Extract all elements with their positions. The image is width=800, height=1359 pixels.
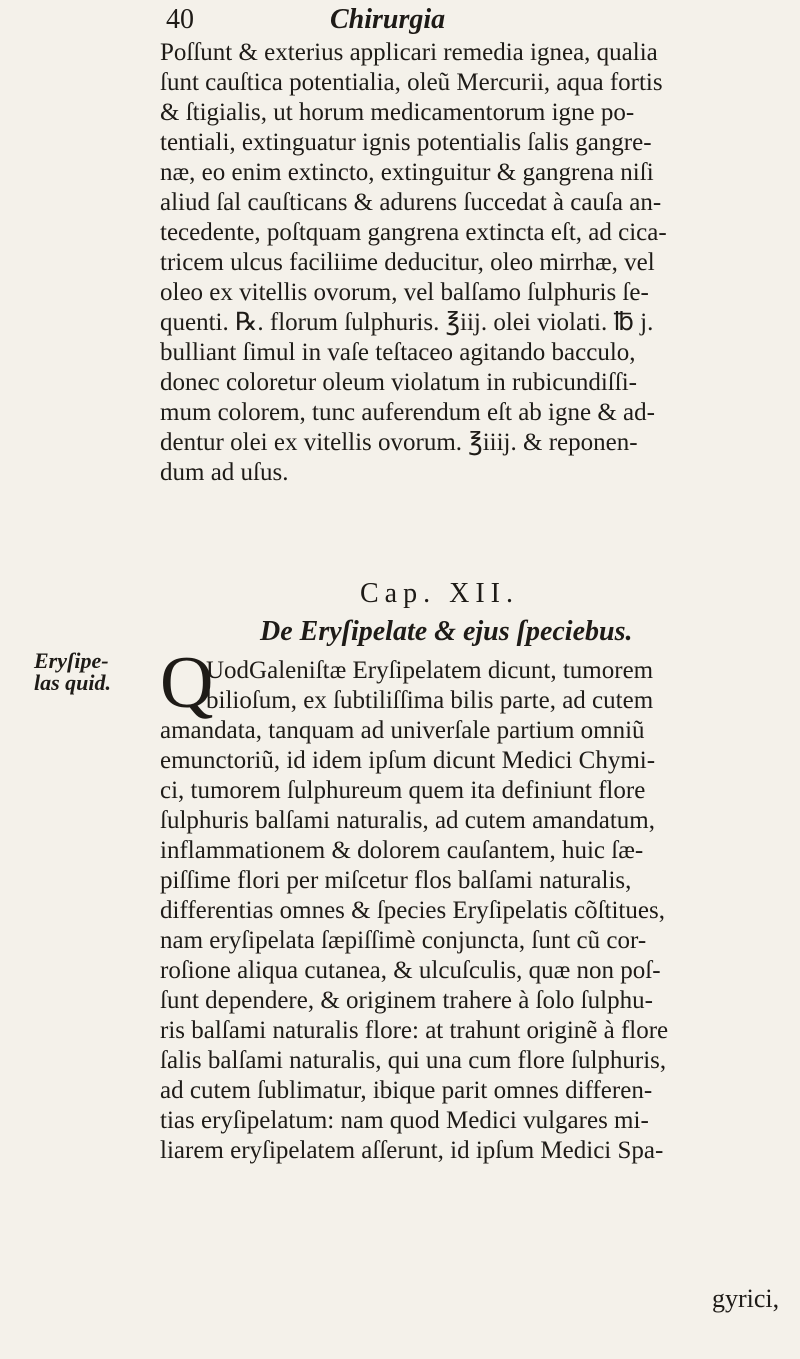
text-line: aliud ſal cauſticans & adurens ſuccedat à cauſa an- bbox=[160, 189, 662, 216]
chapter-number: Cap. XII. bbox=[360, 578, 519, 609]
text-line: roſione aliqua cutanea, & ulcuſculis, quæ non poſ- bbox=[160, 957, 661, 984]
text-line: quenti. ℞. florum ſulphuris. ℥iij. olei violati. ℔ j. bbox=[160, 309, 654, 336]
text-line: ris balſami naturalis flore: at trahunt originẽ à flore bbox=[160, 1017, 669, 1044]
text-line: inflammationem & dolorem cauſantem, huic ſæ- bbox=[160, 837, 644, 864]
paragraph-remedies bbox=[160, 38, 790, 488]
text-line: differentias omnes & ſpecies Eryſipelatis cõſtitues, bbox=[160, 897, 665, 924]
text-line: bilioſum, ex ſubtiliſſima bilis parte, ad cutem bbox=[206, 687, 654, 714]
text-line: ad cutem ſublimatur, ibique parit omnes differen- bbox=[160, 1077, 653, 1104]
text-line: nam eryſipelata ſæpiſſimè conjuncta, ſunt cũ cor- bbox=[160, 927, 647, 954]
text-line: Poſſunt & exterius applicari remedia ignea, qualia bbox=[160, 39, 658, 66]
running-title: Chirurgia bbox=[330, 4, 446, 35]
text-line: tentiali, extinguatur ignis potentialis ſalis gangre- bbox=[160, 129, 652, 156]
margin-note-line: las quid. bbox=[34, 670, 112, 695]
text-line: ſunt dependere, & originem trahere à ſolo ſulphu- bbox=[160, 987, 653, 1014]
paragraph-erysipelas bbox=[160, 656, 790, 1166]
text-line: emunctoriũ, id idem ipſum dicunt Medici Chymi- bbox=[160, 747, 656, 774]
chapter-title: De Eryſipelate & ejus ſpeciebus. bbox=[260, 616, 633, 647]
page-header bbox=[150, 4, 790, 38]
text-line: liarem eryſipelatem aſſerunt, id ipſum Medici Spa- bbox=[160, 1137, 664, 1164]
text-line: ſalis balſami naturalis, qui una cum flore ſulphuris, bbox=[160, 1047, 667, 1074]
drop-cap: Q bbox=[160, 642, 214, 724]
text-line: tricem ulcus faciliime deducitur, oleo mirrhæ, vel bbox=[160, 249, 655, 276]
text-line: næ, eo enim extincto, extinguitur & gangrena niſi bbox=[160, 159, 654, 186]
text-line: mum colorem, tunc auferendum eſt ab igne & ad- bbox=[160, 399, 655, 426]
margin-note-line: Eryſipe- bbox=[34, 648, 109, 673]
text-line: & ſtigialis, ut horum medicamentorum igne po- bbox=[160, 99, 635, 126]
text-line: dum ad uſus. bbox=[160, 459, 289, 486]
margin-note bbox=[34, 650, 111, 694]
text-line: tecedente, poſtquam gangrena extincta eſt, ad cica- bbox=[160, 219, 667, 246]
text-line: ſunt cauſtica potentialia, oleũ Mercurii, aqua fortis bbox=[160, 69, 663, 96]
text-line: oleo ex vitellis ovorum, vel balſamo ſulphuris ſe- bbox=[160, 279, 649, 306]
text-line: ſulphuris balſami naturalis, ad cutem amandatum, bbox=[160, 807, 656, 834]
text-line: UodGaleniſtæ Eryſipelatem dicunt, tumorem bbox=[206, 657, 654, 684]
text-line: amandata, tanquam ad univerſale partium omniũ bbox=[160, 717, 645, 744]
text-line: piſſime flori per miſcetur flos balſami naturalis, bbox=[160, 867, 632, 894]
text-line: tias eryſipelatum: nam quod Medici vulgares mi- bbox=[160, 1107, 649, 1134]
page-number: 40 bbox=[166, 4, 194, 35]
text-line: donec coloretur oleum violatum in rubicundiſſi- bbox=[160, 369, 637, 396]
text-line: ci, tumorem ſulphureum quem ita definiunt flore bbox=[160, 777, 646, 804]
text-line: bulliant ſimul in vaſe teſtaceo agitando bacculo, bbox=[160, 339, 636, 366]
text-line: dentur olei ex vitellis ovorum. ℥iiij. & reponen- bbox=[160, 429, 638, 456]
catchword: gyrici, bbox=[712, 1284, 780, 1313]
